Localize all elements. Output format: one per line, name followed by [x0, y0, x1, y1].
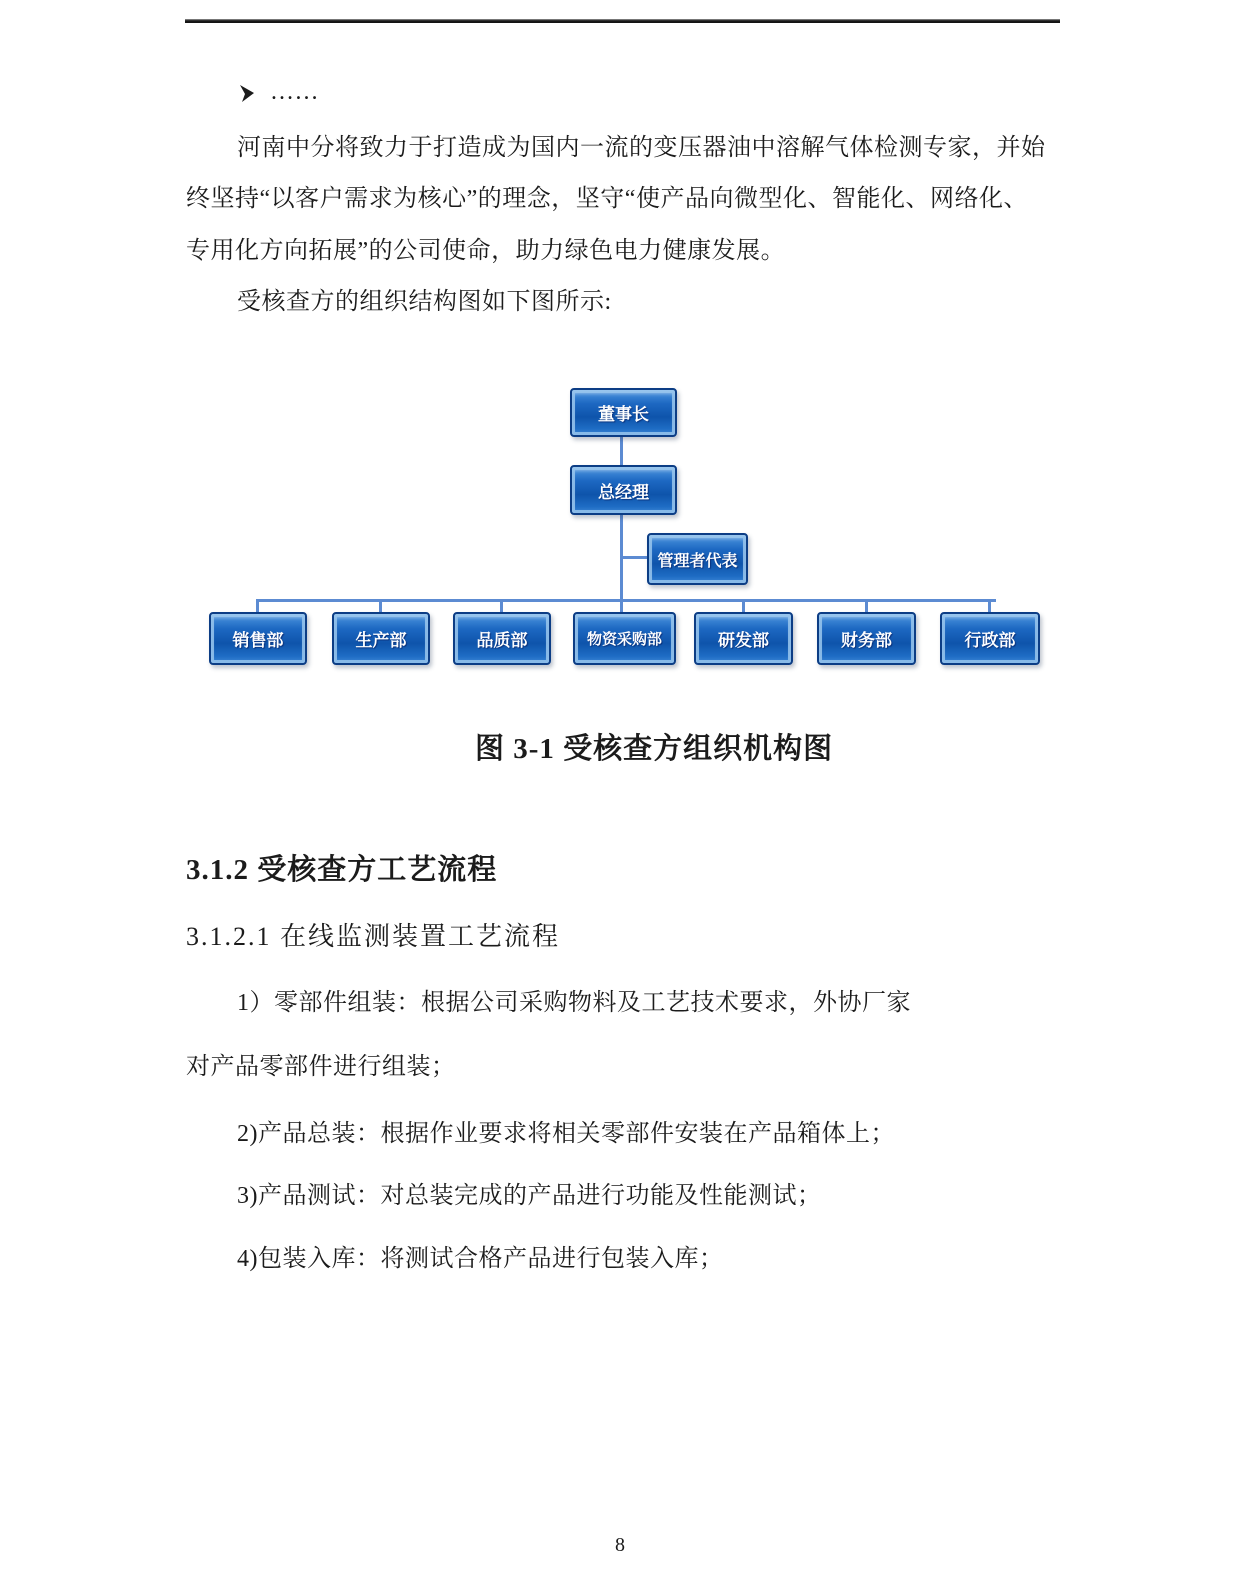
org-node-dept-rnd: 研发部 [694, 612, 793, 665]
connector-chairman-gm [620, 437, 623, 466]
list-item-continuation: 对产品零部件进行组装； [186, 1054, 456, 1080]
connector-stub [256, 599, 259, 613]
connector-horizontal [256, 599, 996, 602]
org-node-dept-procurement: 物资采购部 [573, 612, 676, 665]
connector-stub [742, 599, 745, 613]
org-node-dept-finance: 财务部 [817, 612, 916, 665]
org-node-chairman: 董事长 [570, 388, 677, 437]
list-item: 1）零部件组装：根据公司采购物料及工艺技术要求，外协厂家 [237, 990, 911, 1016]
connector-stub [379, 599, 382, 613]
connector-stub [865, 599, 868, 613]
list-item: 3)产品测试：对总装完成的产品进行功能及性能测试； [237, 1183, 822, 1209]
body-line: 河南中分将致力于打造成为国内一流的变压器油中溶解气体检测专家，并始 [237, 135, 1046, 161]
connector-stub [500, 599, 503, 613]
org-node-dept-quality: 品质部 [453, 612, 551, 665]
figure-caption: 图 3-1 受核查方组织机构图 [475, 733, 834, 765]
org-chart [0, 0, 1240, 700]
section-heading: 3.1.2 受核查方工艺流程 [186, 854, 498, 886]
list-item: 2)产品总装：根据作业要求将相关零部件安装在产品箱体上； [237, 1121, 895, 1147]
page-number: 8 [615, 1534, 625, 1556]
org-node-management-rep: 管理者代表 [647, 533, 748, 585]
connector-rep-branch [621, 556, 648, 559]
body-line: 受核查方的组织结构图如下图所示: [237, 289, 612, 315]
list-item: 4)包装入库：将测试合格产品进行包装入库； [237, 1246, 724, 1272]
body-line: 终坚持“以客户需求为核心”的理念，坚守“使产品向微型化、智能化、网络化、 [186, 186, 1028, 212]
section-subheading: 3.1.2.1 在线监测装置工艺流程 [186, 922, 561, 951]
connector-stub [988, 599, 991, 613]
org-node-dept-admin: 行政部 [940, 612, 1040, 665]
org-node-general-manager: 总经理 [570, 465, 677, 515]
org-node-dept-production: 生产部 [332, 612, 430, 665]
bullet-ellipsis: …… [270, 79, 319, 105]
body-line: 专用化方向拓展”的公司使命，助力绿色电力健康发展。 [186, 238, 786, 264]
org-node-dept-sales: 销售部 [209, 612, 307, 665]
